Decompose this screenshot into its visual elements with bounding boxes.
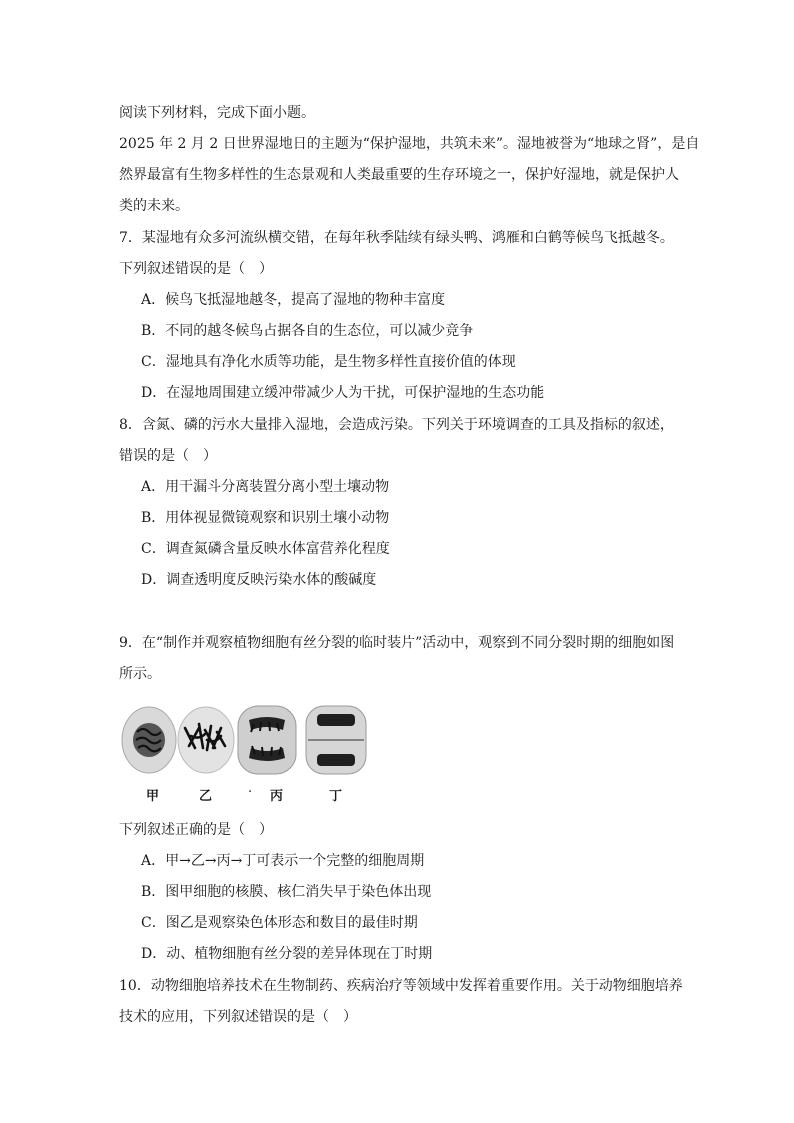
figure-label-bing: 丙: [270, 789, 284, 804]
cell-bing-image: [238, 706, 296, 774]
figure-dot: ·: [248, 785, 253, 800]
q8-stem-line-1: 8．含氮、磷的污水大量排入湿地，会造成污染。下列关于环境调查的工具及指标的叙述，: [119, 417, 674, 433]
q9-question: 下列叙述正确的是（ ）: [119, 822, 273, 838]
material-line-2: 然界最富有生物多样性的生态景观和人类最重要的生存环境之一，保护好湿地，就是保护人: [119, 167, 679, 183]
q8-option-a: A．用干漏斗分离装置分离小型土壤动物: [141, 479, 390, 495]
q9-option-a: A．甲→乙→丙→丁可表示一个完整的细胞周期: [141, 853, 425, 869]
q8-stem-line-2: 错误的是（ ）: [119, 448, 217, 464]
figure-label-jia: 甲: [146, 789, 160, 804]
material-line-3: 类的未来。: [119, 198, 189, 214]
q8-option-b: B．用体视显微镜观察和识别土壤小动物: [141, 510, 390, 526]
q7-option-b: B．不同的越冬候鸟占据各自的生态位，可以减少竞争: [141, 323, 474, 339]
q7-option-a: A．候鸟飞抵湿地越冬，提高了湿地的物种丰富度: [141, 292, 446, 308]
q9-stem-line-2: 所示。: [119, 666, 161, 682]
q7-stem-line-2: 下列叙述错误的是（ ）: [119, 261, 273, 277]
q10-stem-line-2: 技术的应用，下列叙述错误的是（ ）: [119, 1009, 357, 1025]
material-line-1: 2025 年 2 月 2 日世界湿地日的主题为“保护湿地，共筑未来”。湿地被誉为“地球之肾”，是自: [119, 136, 700, 152]
q8-option-c: C．调查氮磷含量反映水体富营养化程度: [141, 541, 390, 557]
q7-stem-line-1: 7．某湿地有众多河流纵横交错，在每年秋季陆续有绿头鸭、鸿雁和白鹤等候鸟飞抵越冬。: [119, 230, 674, 246]
cell-yi-image: [178, 707, 234, 773]
figure-label-yi: 乙: [199, 789, 213, 804]
q7-option-c: C．湿地具有净化水质等功能，是生物多样性直接价值的体现: [141, 354, 516, 370]
cell-jia-image: [122, 707, 176, 773]
q9-option-d: D．动、植物细胞有丝分裂的差异体现在丁时期: [141, 946, 433, 962]
q8-option-d: D．调查透明度反映污染水体的酸碱度: [141, 572, 377, 588]
instruction-text: 阅读下列材料，完成下面小题。: [119, 105, 315, 121]
q9-option-c: C．图乙是观察染色体形态和数目的最佳时期: [141, 915, 418, 931]
q9-option-b: B．图甲细胞的核膜、核仁消失早于染色体出现: [141, 884, 432, 900]
mitosis-cells-figure: [119, 702, 379, 782]
cell-ding-image: [306, 706, 366, 774]
q7-option-d: D．在湿地周围建立缓冲带减少人为干扰，可保护湿地的生态功能: [141, 385, 545, 401]
figure-label-ding: 丁: [329, 789, 343, 804]
q10-stem-line-1: 10．动物细胞培养技术在生物制药、疾病治疗等领域中发挥着重要作用。关于动物细胞培养: [119, 978, 683, 994]
q9-stem-line-1: 9．在“制作并观察植物细胞有丝分裂的临时装片”活动中，观察到不同分裂时期的细胞如图: [119, 635, 675, 651]
